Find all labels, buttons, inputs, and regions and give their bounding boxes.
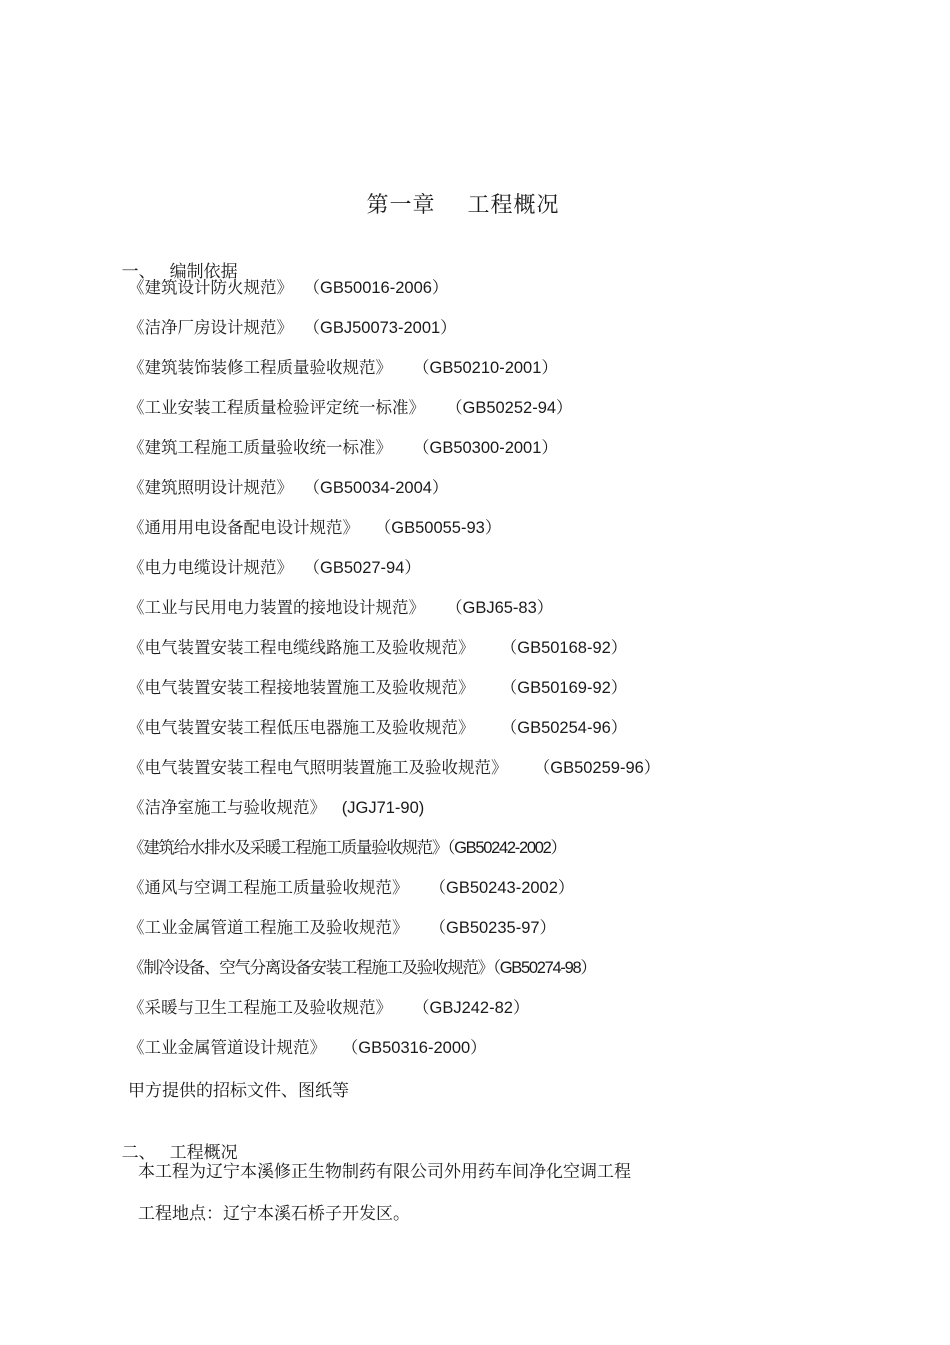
reference-item: 《制冷设备、空气分离设备安装工程施工及验收规范》（GB50274-98） <box>128 958 596 977</box>
section-number: 一、 <box>121 262 156 282</box>
reference-item: 《工业安装工程质量检验评定统一标准》 （GB50252-94） <box>128 398 573 417</box>
reference-item: 《电力电缆设计规范》 （GB5027-94） <box>128 558 421 577</box>
project-location: 工程地点：辽宁本溪石桥子开发区。 <box>138 1204 410 1224</box>
chapter-title: 第一章 工程概况 <box>366 193 560 218</box>
reference-item: 《洁净厂房设计规范》 （GBJ50073-2001） <box>128 318 457 337</box>
reference-item: 《工业与民用电力装置的接地设计规范》 （GBJ65-83） <box>128 598 554 617</box>
reference-item: 《工业金属管道设计规范》 （GB50316-2000） <box>128 1038 487 1057</box>
section-title: 工程概况 <box>169 1143 238 1163</box>
reference-item: 《通用用电设备配电设计规范》 （GB50055-93） <box>128 518 502 537</box>
section-title: 编制依据 <box>169 262 238 282</box>
reference-item: 《电气装置安装工程接地装置施工及验收规范》 （GB50169-92） <box>128 678 628 697</box>
reference-item: 《建筑给水排水及采暖工程施工质量验收规范》（GB50242-2002） <box>128 838 566 857</box>
extra-basis-line: 甲方提供的招标文件、图纸等 <box>128 1081 349 1101</box>
reference-item: 《工业金属管道工程施工及验收规范》 （GB50235-97） <box>128 918 557 937</box>
reference-item: 《通风与空调工程施工质量验收规范》 （GB50243-2002） <box>128 878 575 897</box>
overview-paragraph: 本工程为辽宁本溪修正生物制药有限公司外用药车间净化空调工程 <box>138 1162 631 1182</box>
reference-item: 《采暖与卫生工程施工及验收规范》 （GBJ242-82） <box>128 998 530 1017</box>
reference-item: 《电气装置安装工程低压电器施工及验收规范》 （GB50254-96） <box>128 718 628 737</box>
reference-item: 《洁净室施工与验收规范》 (JGJ71-90) <box>128 798 425 817</box>
reference-item: 《电气装置安装工程电缆线路施工及验收规范》 （GB50168-92） <box>128 638 628 657</box>
reference-item: 《建筑照明设计规范》 （GB50034-2004） <box>128 478 449 497</box>
section-number: 二、 <box>121 1143 156 1163</box>
reference-item: 《建筑设计防火规范》 （GB50016-2006） <box>128 278 449 297</box>
reference-item: 《建筑工程施工质量验收统一标准》 （GB50300-2001） <box>128 438 558 457</box>
reference-item: 《建筑装饰装修工程质量验收规范》 （GB50210-2001） <box>128 358 558 377</box>
reference-item: 《电气装置安装工程电气照明装置施工及验收规范》 （GB50259-96） <box>128 758 661 777</box>
